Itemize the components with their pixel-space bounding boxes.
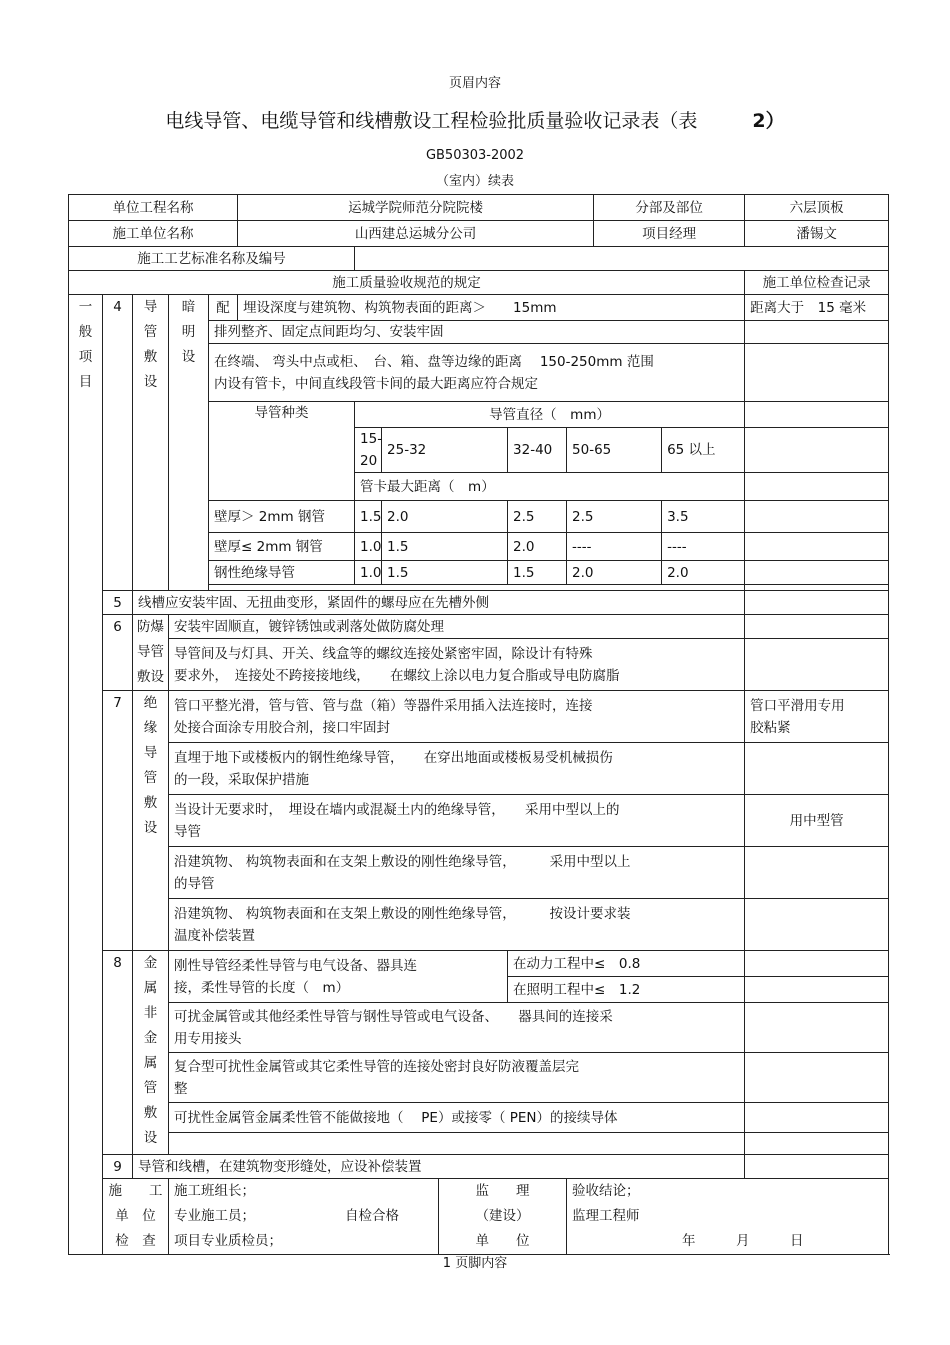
item-4-no: 4 (103, 295, 133, 591)
dia-65-up: 65 以上 (662, 428, 745, 473)
item-8-rule-2: 可扰金属管或其他经柔性导管与钢性导管或电气设备、 器具间的连接采 用专用接头 (169, 1003, 745, 1053)
page-footer: 1 页脚内容 (442, 1256, 508, 1271)
item-7-rule-5: 沿建筑物、 构筑物表面和在支架上敷设的刚性绝缘导管， 按设计要求装 温度补偿装置 (169, 899, 745, 951)
table-row: 壁厚≤ 2mm 钢管 1.0 1.5 2.0 ---- ---- (69, 533, 889, 561)
item-8-rule-1: 刚性导管经柔性导管与电气设备、器具连 接，柔性导管的长度（ m） (169, 951, 508, 1003)
item-8-light-check (745, 977, 889, 1003)
quality-inspector: 项目专业质检员； (174, 1233, 282, 1249)
title-text: 电线导管、电缆导管和线槽敷设工程检验批质量验收记录表（表 (165, 110, 698, 132)
subtitle: （室内）续表 (435, 174, 514, 189)
dia-15-20: 15-20 (355, 428, 382, 473)
dia-check (745, 428, 889, 473)
item-5-rule: 线槽应安装牢固、无扭曲变形，紧固件的螺母应在先槽外侧 (133, 591, 745, 615)
item-8-no: 8 (103, 951, 133, 1155)
item-8-rule-4-check (745, 1103, 889, 1133)
item-7-rule-2: 直埋于地下或楼板内的钢性绝缘导管， 在穿出地面或楼板易受机械损伤 的一段，采取保护措施 (169, 743, 745, 795)
site-worker: 专业施工员； 自检合格 (174, 1208, 399, 1224)
manager-label: 项目经理 (594, 221, 745, 247)
unit-project-value: 运城学院师范分院院楼 (238, 195, 594, 221)
unit-project-label: 单位工程名称 (69, 195, 238, 221)
item-7-rule-2-check (745, 743, 889, 795)
item-4-rule-3: 在终端、 弯头中点或柜、 台、箱、盘等边缘的距离 150-250mm 范围 内设有管卡，中间直线段管卡间的最大距离应符合规定 (209, 344, 745, 402)
document-title (0, 106, 950, 133)
item-9-check (745, 1155, 889, 1179)
item-6-rule-2: 导管间及与灯具、开关、线盒等的螺纹连接处紧密牢固，除设计有特殊 要求外， 连接处不跨接接地线， 在螺纹上涂以电力复合脂或导电防腐脂 (169, 639, 745, 691)
item-4-rule-1-check: 距离大于 15 毫米 (745, 295, 889, 321)
dia-32-40: 32-40 (508, 428, 567, 473)
clamp-distance-check (745, 473, 889, 501)
item-8-rule-3: 复合型可扰性金属管或其它柔性导管的连接处密封良好防液覆盖层完 整 (169, 1053, 745, 1103)
item-6-rule-1: 安装牢固顺直，镀锌锈蚀或剥落处做防腐处理 (169, 615, 745, 639)
acceptance-conclusion (567, 1179, 889, 1255)
inspection-table (68, 194, 889, 1255)
item-8-category: 金 属 非 金 属 管 敷 设 (133, 951, 169, 1155)
standard-name-label: 施工工艺标准名称及编号 (69, 247, 355, 271)
item-7-category: 绝 缘 导 管 敷 设 (133, 691, 169, 951)
conclusion-label: 验收结论； (572, 1183, 640, 1199)
item-7-rule-4: 沿建筑物、 构筑物表面和在支架上敷设的刚性绝缘导管， 采用中型以上 的导管 (169, 847, 745, 899)
item-8-rule-4: 可扰性金属管金属柔性管不能做接地（ PE）或接零（ PEN）的接续导体 (169, 1103, 745, 1133)
item-4-subcategory: 暗 明 设 (169, 295, 209, 591)
item-7-no: 7 (103, 691, 133, 951)
construction-unit-value: 山西建总运城分公司 (238, 221, 594, 247)
title-number: 2） (752, 110, 785, 132)
sign-date: 年 月 日 (682, 1233, 804, 1249)
pipe-diameter-label: 导管直径（ mm） (355, 402, 745, 428)
item-4-rule-1: 埋设深度与建筑物、构筑物表面的距离＞ 15mm (238, 295, 745, 321)
item-4-rule-3-check (745, 344, 889, 402)
construction-unit-check: 施 工 单 位 检 查 (103, 1179, 169, 1255)
clamp-distance-label: 管卡最大距离（ m） (355, 473, 745, 501)
item-7-rule-3: 当设计无要求时， 埋设在墙内或混凝土内的绝缘导管， 采用中型以上的 导管 (169, 795, 745, 847)
supervising-engineer: 监理工程师 (572, 1208, 640, 1224)
item-7-rule-5-check (745, 899, 889, 951)
item-9-rule: 导管和线槽，在建筑物变形缝处，应设补偿装置 (133, 1155, 745, 1179)
check-header: 施工单位检查记录 (745, 271, 889, 295)
item-7-rule-4-check (745, 847, 889, 899)
item-6-category: 防爆 导管 敷设 (133, 615, 169, 691)
item-8-rule-3-check (745, 1053, 889, 1103)
item-5-check (745, 591, 889, 615)
division-value: 六层顶板 (745, 195, 889, 221)
item-8-rule-2-check (745, 1003, 889, 1053)
item-4-rule-2: 排列整齐、固定点间距均匀、安装牢固 (209, 321, 745, 344)
item-4-pei: 配 (209, 295, 238, 321)
item-6-no: 6 (103, 615, 133, 691)
item-4-category: 导 管 敷 设 (133, 295, 169, 591)
item-4-rule-2-check (745, 321, 889, 344)
item-8-light-limit: 在照明工程中≤ 1.2 (508, 977, 745, 1003)
section-general: 一 般 项 目 (69, 295, 103, 1255)
dia-25-32: 25-32 (382, 428, 508, 473)
item-8-power-limit: 在动力工程中≤ 0.8 (508, 951, 745, 977)
team-leader: 施工班组长； (174, 1183, 255, 1199)
dia-50-65: 50-65 (567, 428, 662, 473)
page-header: 页眉内容 (448, 76, 501, 91)
table-row: 壁厚＞ 2mm 钢管 1.5 2.0 2.5 2.5 3.5 (69, 501, 889, 533)
item-7-rule-1: 管口平整光滑，管与管、管与盘（箱）等器件采用插入法连接时，连接 处接合面涂专用胶合剂，接口牢固封 (169, 691, 745, 743)
item-5-no: 5 (103, 591, 133, 615)
pipe-type-label: 导管种类 (209, 402, 355, 501)
division-label: 分部及部位 (594, 195, 745, 221)
item-6-rule-2-check (745, 639, 889, 691)
table-row: 钢性绝缘导管 1.0 1.5 1.5 2.0 2.0 (69, 561, 889, 585)
item-7-rule-1-check: 管口平滑用专用 胶粘紧 (745, 691, 889, 743)
item-8-power-check (745, 951, 889, 977)
item-6-rule-1-check (745, 615, 889, 639)
standard-name-value (355, 247, 889, 271)
construction-signatures (169, 1179, 439, 1255)
item-7-rule-3-check: 用中型管 (745, 795, 889, 847)
spec-header: 施工质量验收规范的规定 (69, 271, 745, 295)
manager-value: 潘锡文 (745, 221, 889, 247)
item-9-no: 9 (103, 1155, 133, 1179)
construction-unit-label: 施工单位名称 (69, 221, 238, 247)
supervision-unit: 监 理 （建设） 单 位 (439, 1179, 567, 1255)
pipe-table-check (745, 402, 889, 428)
standard-code: GB50303-2002 (425, 148, 525, 163)
